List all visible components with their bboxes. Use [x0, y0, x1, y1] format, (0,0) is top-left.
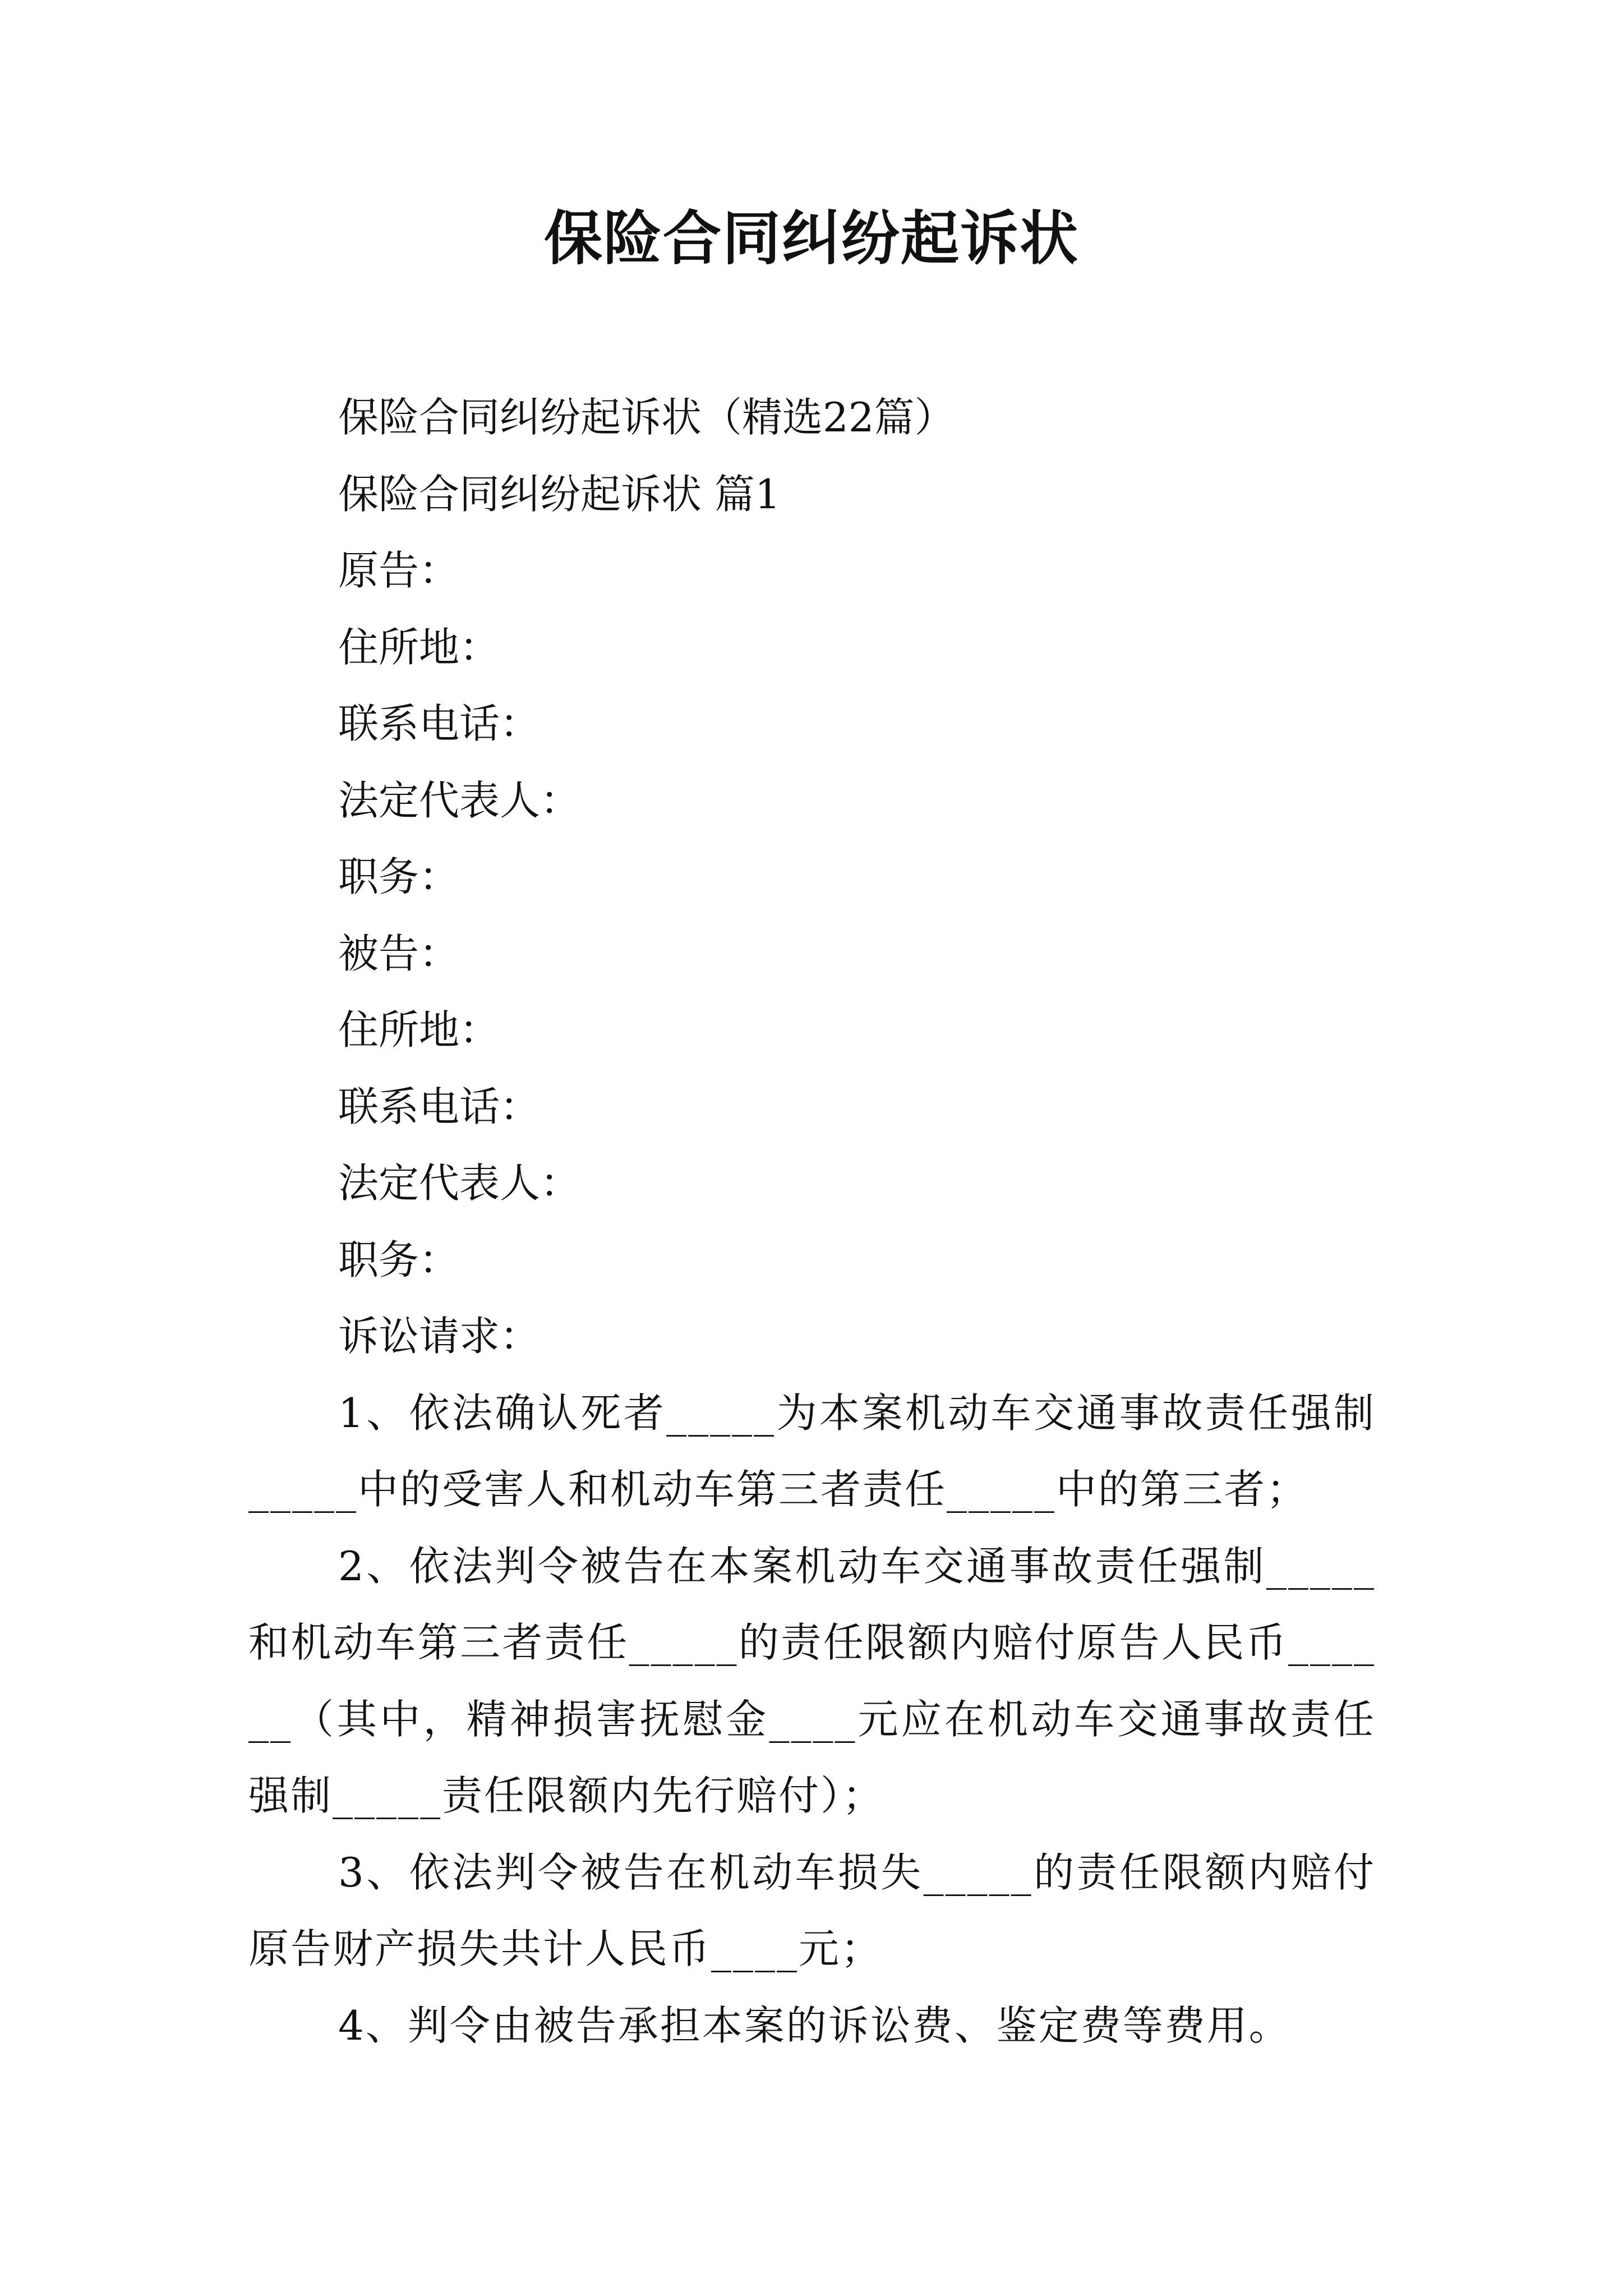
plaintiff-representative-label: 法定代表人：	[338, 776, 581, 824]
defendant-representative-label: 法定代表人：	[338, 1159, 581, 1207]
claims-heading: 诉讼请求：	[338, 1313, 541, 1360]
defendant-address-label: 住所地：	[338, 1006, 500, 1053]
plaintiff-address-label: 住所地：	[338, 623, 500, 671]
claim-item-2: 2、依法判令被告在本案机动车交通事故责任强制_____和机动车第三者责任_____的责任限额内赔付原告人民币______（其中，精神损害抚慰金____元应在机动车交通事故责任强制_____责任限额内先行赔付）；	[248, 1542, 1376, 1819]
document-title: 保险合同纠纷起诉状	[543, 204, 1079, 273]
section-heading: 保险合同纠纷起诉状 篇1	[338, 470, 781, 518]
document-subtitle: 保险合同纠纷起诉状（精选22篇）	[338, 394, 955, 441]
plaintiff-phone-label: 联系电话：	[338, 700, 541, 747]
defendant-label: 被告：	[338, 930, 460, 977]
claim-item-4: 4、判令由被告承担本案的诉讼费、鉴定费等费用。	[338, 2001, 1291, 2049]
defendant-position-label: 职务：	[338, 1236, 460, 1283]
plaintiff-position-label: 职务：	[338, 853, 460, 900]
document-body	[248, 379, 1376, 2064]
defendant-phone-label: 联系电话：	[338, 1083, 541, 1130]
claim-item-3: 3、依法判令被告在机动车损失_____的责任限额内赔付原告财产损失共计人民币____元；	[248, 1848, 1376, 1972]
claim-item-1: 1、依法确认死者_____为本案机动车交通事故责任强制_____中的受害人和机动车第三者责任_____中的第三者；	[248, 1389, 1376, 1513]
plaintiff-label: 原告：	[338, 547, 460, 594]
